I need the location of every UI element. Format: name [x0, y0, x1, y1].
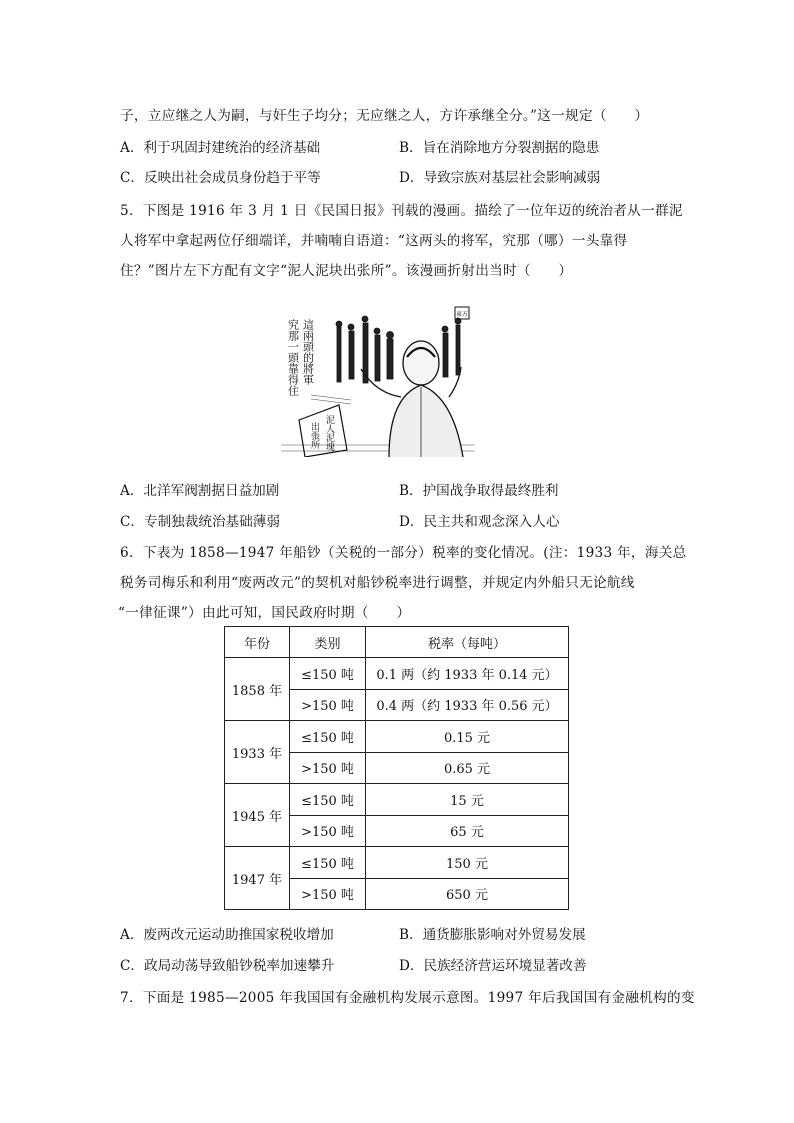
header-category: 类别 — [290, 627, 366, 658]
year-cell: 1945 年 — [225, 784, 290, 847]
q6-text-line-3: “一律征课”）由此可知，国民政府时期（ ） — [118, 605, 411, 621]
cartoon-seal-text: 東方 — [455, 311, 469, 318]
q5-option-c[interactable]: C．专制独裁统治基础薄弱 — [120, 514, 280, 530]
category-cell: ≤150 吨 — [290, 784, 366, 816]
category-cell: ≤150 吨 — [290, 847, 366, 879]
rate-cell: 650 元 — [366, 878, 569, 910]
q4-text-line: 子，立应继之人为嗣，与奸生子均分；无应继之人，方许承继全分。”这一规定（ ） — [120, 108, 649, 124]
table-header-row — [225, 627, 569, 658]
rate-cell: 65 元 — [366, 815, 569, 847]
q4-option-d[interactable]: D．导致宗族对基层社会影响减弱 — [399, 170, 601, 186]
year-cell: 1858 年 — [225, 658, 290, 721]
table-row — [225, 784, 569, 816]
cartoon-image — [281, 305, 475, 457]
q6-option-d[interactable]: D．民族经济营运环境显著改善 — [399, 958, 587, 974]
header-rate: 税率（每吨） — [366, 627, 569, 658]
cartoon-sign-text-1: 泥人泥塊 — [324, 415, 334, 451]
q7-text-line-1: 7．下面是 1985—2005 年我国国有金融机构发展示意图。1997 年后我国国有金融机构的变 — [120, 990, 695, 1006]
q6-text-line-1: 6．下表为 1858—1947 年船钞（关税的一部分）税率的变化情况。(注：1933 年，海关总 — [120, 545, 687, 561]
q5-text-line-2: 人将军中拿起两位仔细端详，并喃喃自语道：“这两头的将军，究那（哪）一头靠得 — [120, 233, 628, 249]
q5-text-line-1: 5．下图是 1916 年 3 月 1 日《民国日报》刊载的漫画。描绘了一位年迈的统治者从一群泥 — [120, 203, 683, 219]
rate-cell: 0.4 两（约 1933 年 0.56 元） — [366, 689, 569, 721]
category-cell: ≤150 吨 — [290, 658, 366, 690]
year-cell: 1947 年 — [225, 847, 290, 910]
category-cell: ≤150 吨 — [290, 721, 366, 753]
cartoon-caption-right: 這兩頭的將軍 — [301, 319, 315, 385]
q4-option-a[interactable]: A．利于巩固封建统治的经济基础 — [120, 140, 321, 156]
cartoon-sign-text-2: 出張所 — [309, 422, 319, 449]
q5-text-line-3: 住？”图片左下方配有文字“泥人泥块出张所”。该漫画折射出当时（ ） — [120, 263, 573, 279]
header-year: 年份 — [225, 627, 290, 658]
tonnage-tax-table — [224, 626, 569, 910]
q4-option-c[interactable]: C．反映出社会成员身份趋于平等 — [120, 170, 321, 186]
table-row — [225, 721, 569, 753]
table-row — [225, 658, 569, 690]
q6-text-line-2: 税务司梅乐和利用“废两改元”的契机对船钞税率进行调整，并规定内外船只无论航线 — [120, 575, 635, 591]
q5-option-a[interactable]: A．北洋军阀割据日益加剧 — [120, 483, 280, 499]
q6-option-c[interactable]: C．政局动荡导致船钞税率加速攀升 — [120, 958, 335, 974]
category-cell: >150 吨 — [290, 878, 366, 910]
rate-cell: 0.65 元 — [366, 752, 569, 784]
rate-cell: 150 元 — [366, 847, 569, 879]
cartoon-caption-left: 究那一頭靠得住 — [286, 319, 300, 396]
q6-option-a[interactable]: A．废两改元运动助推国家税收增加 — [120, 927, 334, 943]
category-cell: >150 吨 — [290, 689, 366, 721]
q5-option-b[interactable]: B．护国战争取得最终胜利 — [399, 483, 559, 499]
rate-cell: 0.15 元 — [366, 721, 569, 753]
table-row — [225, 847, 569, 879]
q6-option-b[interactable]: B．通货膨胀影响对外贸易发展 — [399, 927, 586, 943]
q4-option-b[interactable]: B．旨在消除地方分裂割据的隐患 — [399, 140, 600, 156]
year-cell: 1933 年 — [225, 721, 290, 784]
category-cell: >150 吨 — [290, 752, 366, 784]
rate-cell: 0.1 两（约 1933 年 0.14 元） — [366, 658, 569, 690]
rate-cell: 15 元 — [366, 784, 569, 816]
category-cell: >150 吨 — [290, 815, 366, 847]
q5-option-d[interactable]: D．民主共和观念深入人心 — [399, 514, 560, 530]
